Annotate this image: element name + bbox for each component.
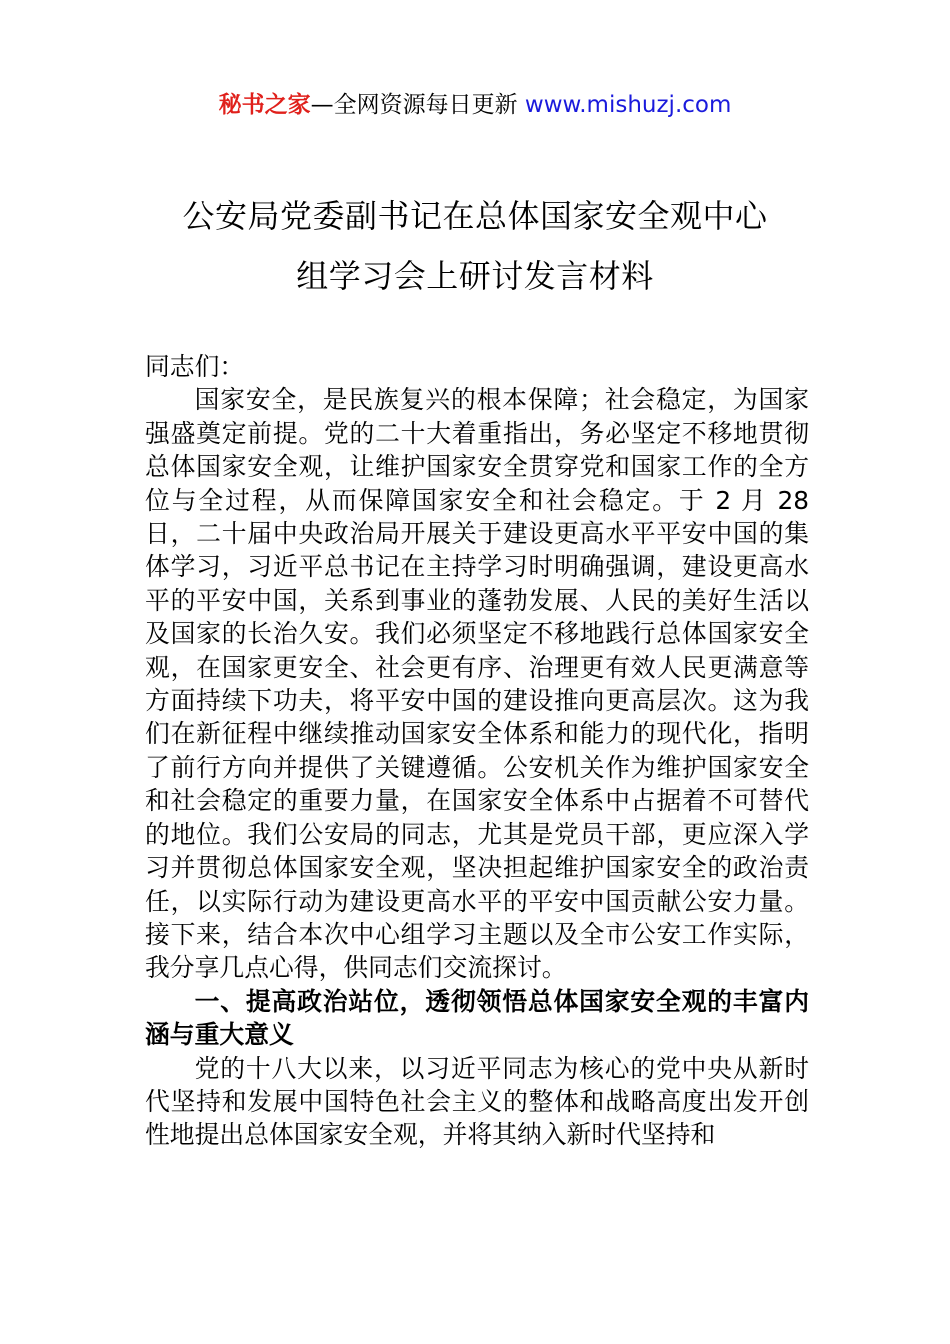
site-header — [0, 90, 950, 120]
title-line-2: 组学习会上研讨发言材料 — [296, 257, 654, 295]
title-line-1: 公安局党委副书记在总体国家安全观中心 — [182, 197, 768, 235]
document-title — [145, 186, 805, 306]
document-body — [145, 350, 809, 1152]
section-heading-1: 一、提高政治站位，透彻领悟总体国家安全观的丰富内涵与重大意义 — [145, 986, 809, 1050]
site-url-link[interactable]: www.mishuzj.com — [524, 92, 732, 118]
body-paragraph-1: 国家安全，是民族复兴的根本保障；社会稳定，为国家强盛奠定前提。党的二十大着重指出，务必坚定不移地贯彻总体国家安全观，让维护国家安全贯穿党和国家工作的全方位与全过程，从而保障国家安全和社会稳定。于 2 月 28 日，二十届中央政治局开展关于建设更高水平平安中国的集体学习，习近平总书记在主持学习时明确强调，建设更高水平的平安中国，关系到事业的蓬勃发展、人民的美好生活以及国家的长治久安。我们必须坚定不移地践行总体国家安全观，在国家更安全、社会更有序、治理更有效人民更满意等方面持续下功夫，将平安中国的建设推向更高层次。这为我们在新征程中继续推动国家安全体系和能力的现代化，指明了前行方向并提供了关键遵循。公安机关作为维护国家安全和社会稳定的重要力量，在国家安全体系中占据着不可替代的地位。我们公安局的同志，尤其是党员干部，更应深入学习并贯彻总体国家安全观，坚决担起维护国家安全的政治责任，以实际行动为建设更高水平的平安中国贡献公安力量。接下来，结合本次中心组学习主题以及全市公安工作实际，我分享几点心得，供同志们交流探讨。 — [145, 385, 809, 983]
header-slogan: —全网资源每日更新 — [310, 92, 525, 118]
salutation: 同志们： — [145, 352, 245, 381]
brand-name: 秘书之家 — [218, 92, 311, 118]
body-paragraph-2: 党的十八大以来，以习近平同志为核心的党中央从新时代坚持和发展中国特色社会主义的整体和战略高度出发开创性地提出总体国家安全观，并将其纳入新时代坚持和 — [145, 1053, 809, 1150]
